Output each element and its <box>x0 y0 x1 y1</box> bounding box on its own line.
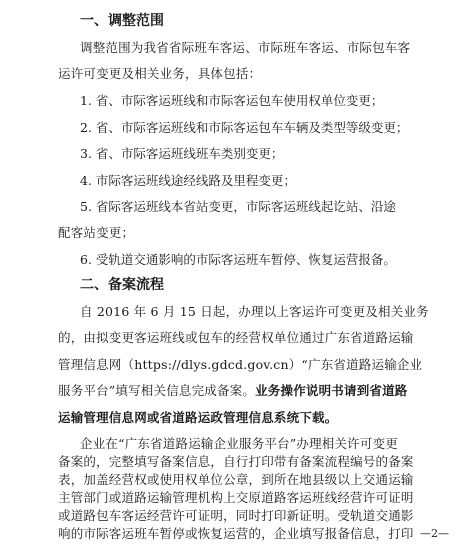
section-2-para-2-line-5: 或道路包车客运经营许可证明，同时打印新证明。受轨道交通影 <box>58 508 414 523</box>
scope-item-1: 1. 省、市际客运班线和市际客运包车使用权单位变更； <box>80 93 384 108</box>
section-2-para-1-line-4 <box>58 383 410 399</box>
section-2-heading: 二、备案流程 <box>80 277 164 293</box>
section-2-para-1-line-3: 管理信息网（https://dlys.gdcd.gov.cn）“广东省道路运输企业 <box>58 357 423 372</box>
section-2-para-2-line-4: 主管部门或道路运输管理机构上交原道路客运班线经营许可证明 <box>58 490 414 505</box>
section-2-para-1-line-2: 的，由拟变更客运班线或包车的经营权单位通过广东省道路运输 <box>58 330 414 345</box>
page-number: —2— <box>420 527 449 540</box>
section-2-para-1-line-4-text: 服务平台”填写相关信息完成备案。 <box>58 383 256 398</box>
section-1-intro-line-2: 运许可变更及相关业务，具体包括： <box>58 66 262 81</box>
section-1-heading: 一、调整范围 <box>80 13 164 29</box>
scope-item-5: 5. 省际客运班线本省站变更，市际客运班线起讫站、沿途 <box>80 199 396 214</box>
section-2-para-1-line-5: 运输管理信息网或省道路运政管理信息系统下载。 <box>58 410 338 425</box>
scope-item-3: 3. 省、市际客运班线班车类别变更； <box>80 146 284 161</box>
scope-item-4: 4. 市际客运班线途经线路及里程变更； <box>80 173 296 188</box>
section-2-para-2-line-2: 备案的，完整填写备案信息，自行打印带有备案流程编号的备案 <box>58 454 414 469</box>
scope-item-5-continued: 配客站变更； <box>58 225 135 240</box>
section-2-para-1-bold-note: 业务操作说明书请到省道路 <box>255 383 408 398</box>
section-2-para-2-line-6: 响的市际客运班车暂停或恢复运营的，企业填写报备信息，打印 <box>58 526 414 541</box>
scope-item-6: 6. 受轨道交通影响的市际客运班车暂停、恢复运营报备。 <box>80 252 396 267</box>
section-2-para-2-line-3: 表，加盖经营权或使用权单位公章，到所在地县级以上交通运输 <box>58 472 414 487</box>
section-2-para-2-line-1: 企业在“广东省道路运输企业服务平台”办理相关许可变更 <box>80 436 398 451</box>
scope-item-2: 2. 省、市际客运班线和市际客运包车车辆及类型等级变更； <box>80 120 409 135</box>
section-1-intro-line-1: 调整范围为我省省际班车客运、市际班车客运、市际包车客 <box>80 40 411 55</box>
section-2-para-1-line-1: 自 2016 年 6 月 15 日起，办理以上客运许可变更及相关业务 <box>80 304 429 319</box>
